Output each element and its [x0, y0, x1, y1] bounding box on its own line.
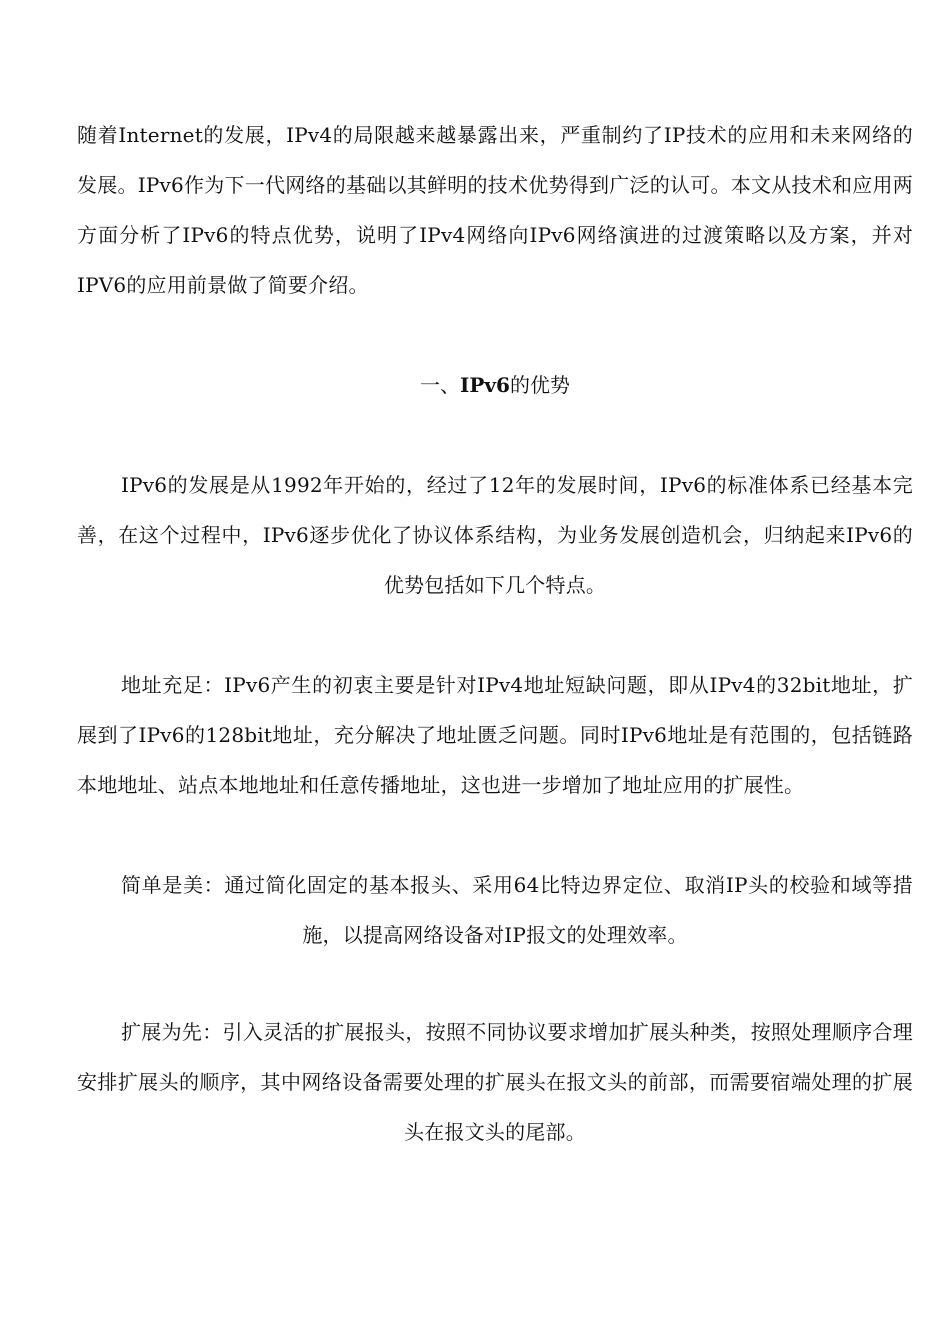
body-paragraph-address-sufficient: 地址充足：IPv6产生的初衷主要是针对IPv4地址短缺问题，即从IPv4的32bit地址，扩展到了IPv6的128bit地址，充分解决了地址匮乏问题。同时IPv6地址是有范围的，包括链路本地地址、站点本地地址和任意传播地址，这也进一步增加了地址应用的扩展性。	[77, 673, 913, 797]
section-heading	[77, 360, 913, 410]
section-heading-suffix: 的优势	[509, 373, 570, 397]
body-paragraph-extension: 扩展为先：引入灵活的扩展报头，按照不同协议要求增加扩展头种类，按照处理顺序合理安排扩展头的顺序，其中网络设备需要处理的扩展头在报文头的前部，而需要宿端处理的扩展头在报文头的尾部。	[77, 1020, 913, 1144]
intro-paragraph: 随着Internet的发展，IPv4的局限越来越暴露出来，严重制约了IP技术的应用和未来网络的发展。IPv6作为下一代网络的基础以其鲜明的技术优势得到广泛的认可。本文从技术和应用两方面分析了IPv6的特点优势，说明了IPv4网络向IPv6网络演进的过渡策略以及方案，并对IPV6的应用前景做了简要介绍。	[77, 123, 913, 297]
body-paragraph-simplicity: 简单是美：通过简化固定的基本报头、采用64比特边界定位、取消IP头的校验和域等措施，以提高网络设备对IP报文的处理效率。	[121, 873, 913, 947]
body-paragraph-ipv6-development: IPv6的发展是从1992年开始的，经过了12年的发展时间，IPv6的标准体系已经基本完善，在这个过程中，IPv6逐步优化了协议体系结构，为业务发展创造机会，归纳起来IPv6的优势包括如下几个特点。	[77, 473, 913, 597]
section-heading-latin: IPv6	[460, 373, 510, 397]
section-heading-prefix: 一、	[420, 373, 461, 397]
